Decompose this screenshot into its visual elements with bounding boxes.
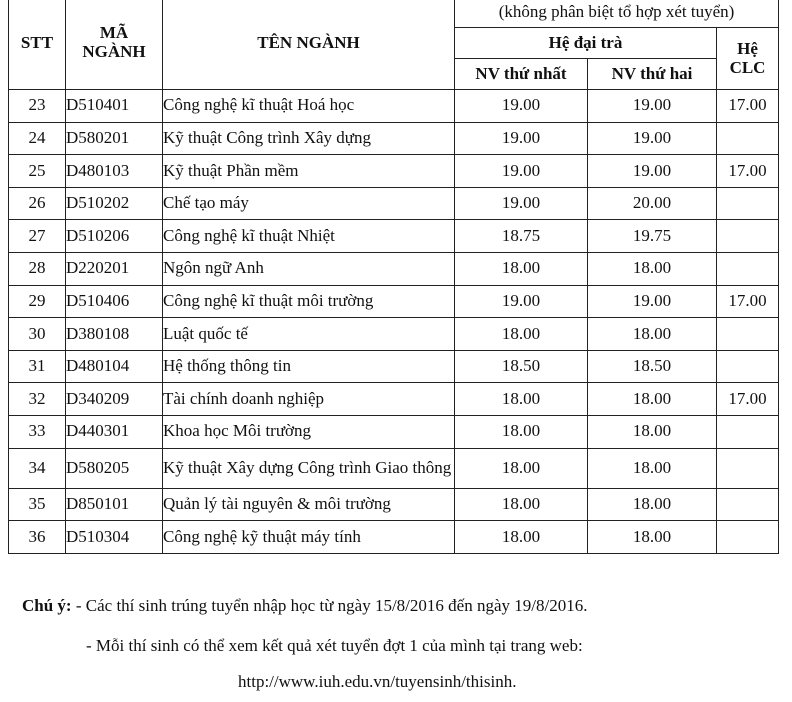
cell-stt: 31: [9, 350, 66, 383]
cell-clc: 17.00: [717, 90, 779, 123]
cell-clc: 17.00: [717, 285, 779, 318]
note-text-2: - Mỗi thí sinh có thể xem kết quả xét tuyển đợt 1 của mình tại trang web:: [86, 636, 583, 655]
cell-name: Công nghệ kĩ thuật Hoá học: [163, 90, 455, 123]
header-he-dai-tra: Hệ đại trà: [455, 28, 717, 59]
cell-clc: [717, 488, 779, 521]
cell-stt: 25: [9, 155, 66, 188]
table-row: [9, 383, 779, 416]
table-row: [9, 415, 779, 448]
table-row: [9, 285, 779, 318]
header-nv2: NV thứ hai: [588, 59, 717, 90]
cell-nv2: 19.00: [588, 285, 717, 318]
header-stt: STT: [9, 0, 66, 90]
cell-code: D580205: [66, 448, 163, 488]
cell-clc: [717, 220, 779, 253]
cell-nv2: 18.00: [588, 521, 717, 554]
header-nv1: NV thứ nhất: [455, 59, 588, 90]
cell-code: D510406: [66, 285, 163, 318]
cell-nv1: 19.00: [455, 187, 588, 220]
cell-nv2: 19.00: [588, 90, 717, 123]
cell-nv2: 19.00: [588, 122, 717, 155]
cell-nv1: 18.00: [455, 448, 588, 488]
cell-nv1: 19.00: [455, 90, 588, 123]
table-row: [9, 155, 779, 188]
cell-name: Khoa học Môi trường: [163, 415, 455, 448]
cell-name: Công nghệ kĩ thuật môi trường: [163, 285, 455, 318]
cell-nv2: 18.00: [588, 318, 717, 351]
cell-name: Kỹ thuật Phần mềm: [163, 155, 455, 188]
cell-clc: [717, 122, 779, 155]
cell-nv2: 18.00: [588, 252, 717, 285]
cell-stt: 36: [9, 521, 66, 554]
table-row: [9, 521, 779, 554]
cell-name: Hệ thống thông tin: [163, 350, 455, 383]
cell-clc: 17.00: [717, 155, 779, 188]
cell-stt: 33: [9, 415, 66, 448]
table-row: [9, 318, 779, 351]
cell-nv2: 18.00: [588, 488, 717, 521]
cell-name: Quản lý tài nguyên & môi trường: [163, 488, 455, 521]
cell-nv1: 19.00: [455, 122, 588, 155]
cell-name: Ngôn ngữ Anh: [163, 252, 455, 285]
cell-clc: [717, 350, 779, 383]
cell-nv2: 18.50: [588, 350, 717, 383]
cell-stt: 26: [9, 187, 66, 220]
cell-nv2: 19.75: [588, 220, 717, 253]
cell-code: D340209: [66, 383, 163, 416]
cell-name: Luật quốc tế: [163, 318, 455, 351]
cell-nv1: 19.00: [455, 285, 588, 318]
cell-code: D580201: [66, 122, 163, 155]
cell-code: D380108: [66, 318, 163, 351]
cell-nv1: 18.00: [455, 415, 588, 448]
cell-nv2: 18.00: [588, 415, 717, 448]
table-row: [9, 252, 779, 285]
cell-clc: [717, 252, 779, 285]
cell-code: D510202: [66, 187, 163, 220]
cell-clc: 17.00: [717, 383, 779, 416]
cell-code: D510304: [66, 521, 163, 554]
cell-stt: 27: [9, 220, 66, 253]
cell-nv1: 19.00: [455, 155, 588, 188]
cell-code: D480103: [66, 155, 163, 188]
table-row: [9, 220, 779, 253]
cell-code: D220201: [66, 252, 163, 285]
admission-score-table: [8, 0, 779, 554]
table-row: [9, 488, 779, 521]
cell-nv1: 18.75: [455, 220, 588, 253]
table-row: [9, 90, 779, 123]
cell-nv1: 18.00: [455, 521, 588, 554]
cell-stt: 23: [9, 90, 66, 123]
cell-nv1: 18.00: [455, 383, 588, 416]
table-row: [9, 350, 779, 383]
cell-code: D440301: [66, 415, 163, 448]
cell-clc: [717, 521, 779, 554]
header-clc-line2: CLC: [729, 57, 766, 77]
table-row: [9, 187, 779, 220]
header-group-subtitle: (không phân biệt tổ hợp xét tuyển): [455, 0, 779, 28]
notes-label: Chú ý:: [22, 596, 72, 615]
cell-code: D480104: [66, 350, 163, 383]
cell-nv1: 18.00: [455, 318, 588, 351]
cell-stt: 32: [9, 383, 66, 416]
cell-clc: [717, 448, 779, 488]
results-url: http://www.iuh.edu.vn/tuyensinh/thisinh.: [238, 672, 517, 691]
header-code-line1: MÃ: [99, 23, 129, 43]
header-name: TÊN NGÀNH: [163, 0, 455, 90]
cell-stt: 34: [9, 448, 66, 488]
note-line-1: [22, 596, 587, 616]
cell-name: Chế tạo máy: [163, 187, 455, 220]
cell-nv2: 18.00: [588, 383, 717, 416]
cell-nv2: 18.00: [588, 448, 717, 488]
header-code-line2: NGÀNH: [82, 42, 146, 61]
header-clc: [717, 28, 779, 90]
cell-clc: [717, 318, 779, 351]
cell-code: D510206: [66, 220, 163, 253]
header-code: [66, 0, 163, 90]
cell-stt: 29: [9, 285, 66, 318]
table-row: [9, 122, 779, 155]
cell-name: Tài chính doanh nghiệp: [163, 383, 455, 416]
cell-name: Công nghệ kĩ thuật Nhiệt: [163, 220, 455, 253]
table-row: [9, 448, 779, 488]
cell-clc: [717, 415, 779, 448]
cell-nv2: 20.00: [588, 187, 717, 220]
cell-stt: 28: [9, 252, 66, 285]
cell-code: D850101: [66, 488, 163, 521]
cell-nv1: 18.00: [455, 252, 588, 285]
cell-code: D510401: [66, 90, 163, 123]
cell-name: Kỹ thuật Công trình Xây dựng: [163, 122, 455, 155]
cell-name: Công nghệ kỹ thuật máy tính: [163, 521, 455, 554]
note-text-1: - Các thí sinh trúng tuyển nhập học từ ngày 15/8/2016 đến ngày 19/8/2016.: [75, 596, 588, 615]
cell-nv1: 18.50: [455, 350, 588, 383]
cell-nv1: 18.00: [455, 488, 588, 521]
cell-nv2: 19.00: [588, 155, 717, 188]
cell-name: Kỹ thuật Xây dựng Công trình Giao thông: [163, 448, 455, 488]
cell-stt: 30: [9, 318, 66, 351]
cell-stt: 24: [9, 122, 66, 155]
cell-stt: 35: [9, 488, 66, 521]
header-clc-line1: Hệ: [737, 38, 758, 58]
cell-clc: [717, 187, 779, 220]
